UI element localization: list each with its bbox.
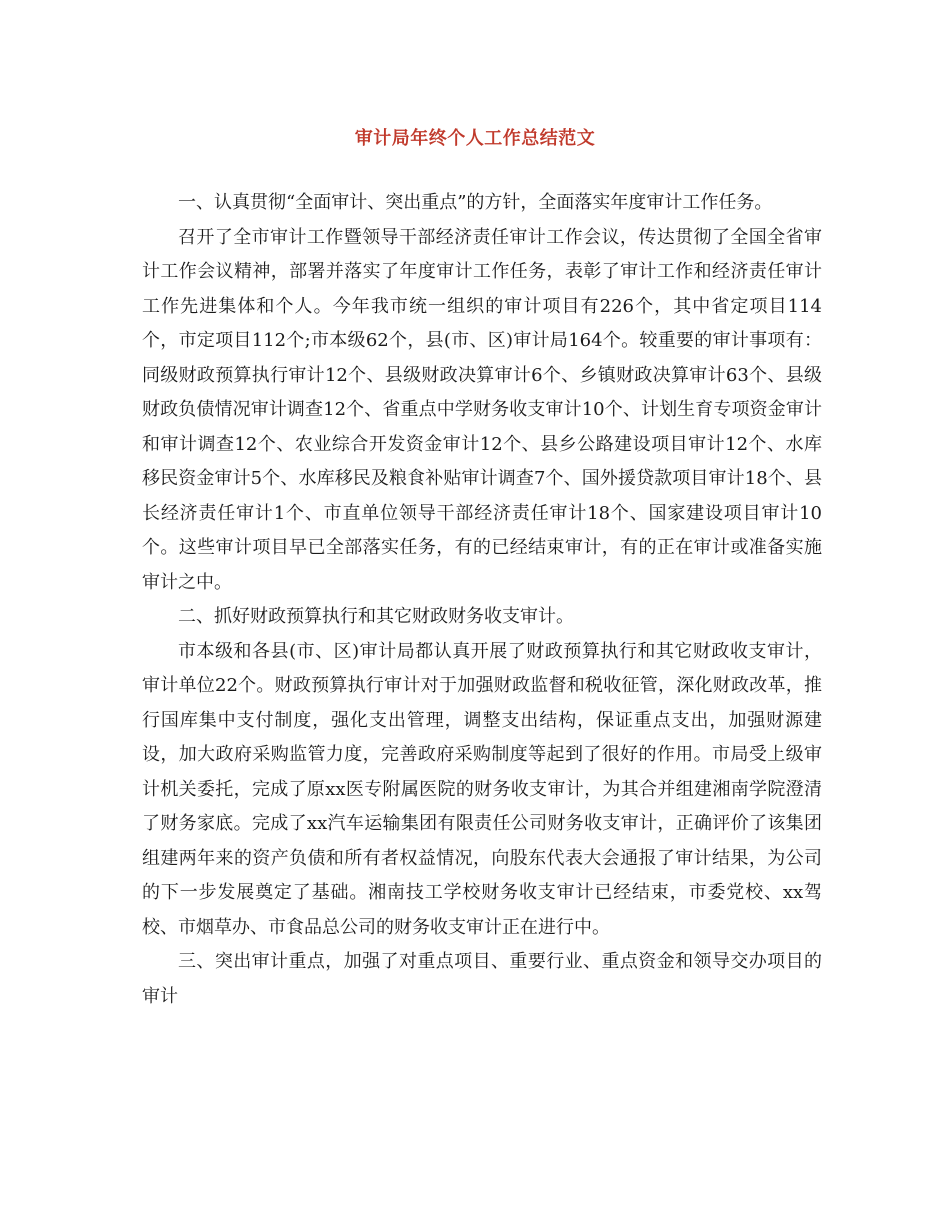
section-heading-1: 一、认真贯彻“全面审计、突出重点”的方针，全面落实年度审计工作任务。 bbox=[178, 192, 773, 213]
page-title: 审计局年终个人工作总结范文 bbox=[354, 128, 596, 149]
document-body bbox=[142, 186, 822, 1014]
body-paragraph-2: 市本级和各县(市、区)审计局都认真开展了财政预算执行和其它财政收支审计，审计单位22个。财政预算执行审计对于加强财政监督和税收征管，深化财政改革，推行国库集中支付制度，强化支出管理，调整支出结构，保证重点支出，加强财源建设，加大政府采购监管力度，完善政府采购制度等起到了很好的作用。市局受上级审计机关委托，完成了原xx医专附属医院的财务收支审计，为其合并组建湘南学院澄清了财务家底。完成了xx汽车运输集团有限责任公司财务收支审计，正确评价了该集团组建两年来的资产负债和所有者权益情况，向股东代表大会通报了审计结果，为公司的下一步发展奠定了基础。湘南技工学校财务收支审计已经结束，市委党校、xx驾校、市烟草办、市食品总公司的财务收支审计正在进行中。 bbox=[142, 640, 822, 938]
body-paragraph-1: 召开了全市审计工作暨领导干部经济责任审计工作会议，传达贯彻了全国全省审计工作会议精神，部署并落实了年度审计工作任务，表彰了审计工作和经济责任审计工作先进集体和个人。今年我市统一组织的审计项目有226个，其中省定项目114个，市定项目112个;市本级62个，县(市、区)审计局164个。较重要的审计事项有：同级财政预算执行审计12个、县级财政决算审计6个、乡镇财政决算审计63个、县级财政负债情况审计调查12个、省重点中学财务收支审计10个、计划生育专项资金审计和审计调查12个、农业综合开发资金审计12个、县乡公路建设项目审计12个、水库移民资金审计5个、水库移民及粮食补贴审计调查7个、国外援贷款项目审计18个、县长经济责任审计1个、市直单位领导干部经济责任审计18个、国家建设项目审计10个。这些审计项目早已全部落实任务，有的已经结束审计，有的正在审计或准备实施审计之中。 bbox=[142, 226, 822, 593]
section-heading-2: 二、抓好财政预算执行和其它财政财务收支审计。 bbox=[178, 606, 574, 627]
section-heading-3: 三、突出审计重点，加强了对重点项目、重要行业、重点资金和领导交办项目的审计 bbox=[142, 951, 822, 1007]
